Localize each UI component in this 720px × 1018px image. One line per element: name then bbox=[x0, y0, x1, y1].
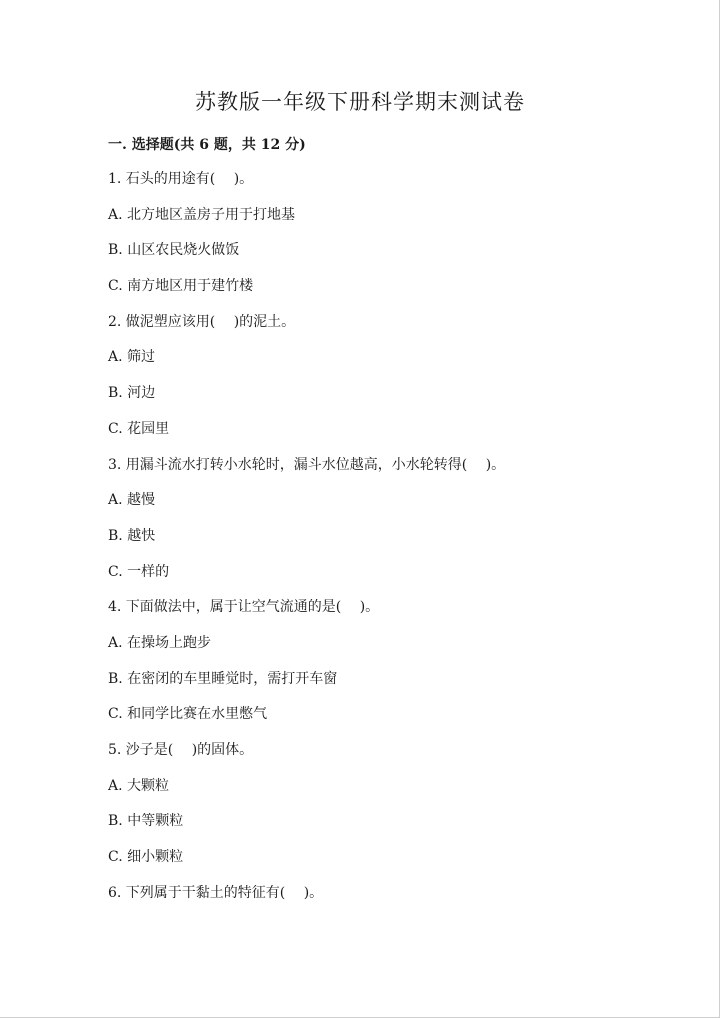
question-4-option-c: C. 和同学比赛在水里憋气 bbox=[108, 706, 268, 723]
question-1-option-c: C. 南方地区用于建竹楼 bbox=[108, 278, 254, 295]
question-4-option-b: B. 在密闭的车里睡觉时，需打开车窗 bbox=[108, 670, 338, 687]
question-3-stem: 3. 用漏斗流水打转小水轮时，漏斗水位越高，小水轮转得( )。 bbox=[108, 456, 506, 473]
question-4-option-a: A. 在操场上跑步 bbox=[108, 634, 212, 651]
section-heading: 一. 选择题(共 6 题，共 12 分) bbox=[108, 137, 306, 153]
page-title: 苏教版一年级下册科学期末测试卷 bbox=[195, 90, 525, 114]
question-1-option-a: A. 北方地区盖房子用于打地基 bbox=[108, 206, 296, 223]
question-3-option-c: C. 一样的 bbox=[108, 563, 170, 580]
question-6-stem: 6. 下列属于干黏土的特征有( )。 bbox=[108, 884, 324, 901]
question-2-option-b: B. 河边 bbox=[108, 385, 156, 402]
question-2-option-a: A. 筛过 bbox=[108, 349, 156, 366]
question-2-option-c: C. 花园里 bbox=[108, 420, 170, 437]
question-5-option-c: C. 细小颗粒 bbox=[108, 849, 184, 866]
question-2-stem: 2. 做泥塑应该用( )的泥土。 bbox=[108, 313, 296, 330]
question-5-option-a: A. 大颗粒 bbox=[108, 777, 170, 794]
question-3-option-a: A. 越慢 bbox=[108, 492, 156, 509]
question-3-option-b: B. 越快 bbox=[108, 527, 156, 544]
question-1-stem: 1. 石头的用途有( )。 bbox=[108, 171, 254, 187]
question-1-option-b: B. 山区农民烧火做饭 bbox=[108, 242, 240, 259]
question-5-option-b: B. 中等颗粒 bbox=[108, 813, 184, 830]
question-list bbox=[108, 168, 505, 917]
question-5-stem: 5. 沙子是( )的固体。 bbox=[108, 742, 254, 758]
question-4-stem: 4. 下面做法中，属于让空气流通的是( )。 bbox=[108, 599, 380, 616]
